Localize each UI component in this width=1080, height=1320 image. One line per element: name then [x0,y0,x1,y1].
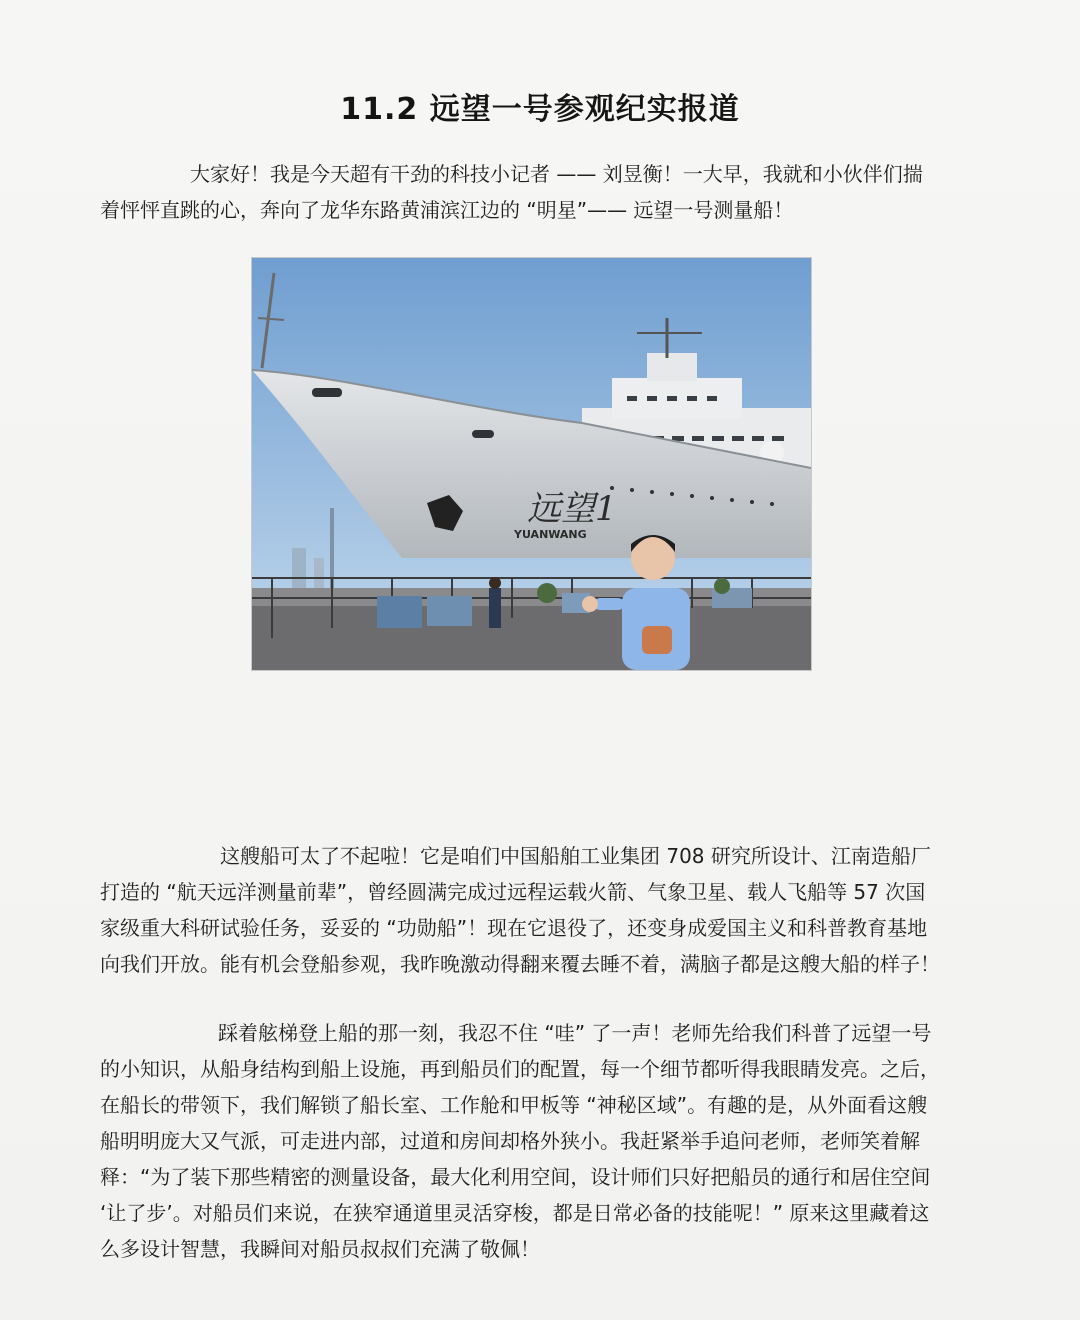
paragraph2-line-4: 向我们开放。能有机会登船参观，我昨晚激动得翻来覆去睡不着，满脑子都是这艘大船的样子！ [100,952,940,976]
ground [252,603,811,670]
hull-calligraphy: 远望1 [527,489,617,529]
distant-building [314,558,324,588]
display-board [427,596,472,626]
paragraph3-line-4: 船明明庞大又气派，可走进内部，过道和房间却格外狭小。我赶紧举手追问老师，老师笑着解 [100,1129,920,1153]
paragraph2-line-2: 打造的 “航天远洋测量前辈”，曾经圆满完成过远程运载火箭、气象卫星、载人飞船等 57 次国 [100,880,926,904]
paragraph3-line-6: ‘让了步’。对船员们来说，在狭窄通道里灵活穿梭，都是日常必备的技能呢！” 原来这里藏着这 [100,1201,930,1225]
paragraph3-line-1: 踩着舷梯登上船的那一刻，我忍不住 “哇” 了一声！老师先给我们科普了远望一号 [218,1021,932,1045]
page-title: 11.2 远望一号参观纪实报道 [340,92,740,127]
paragraph3-line-7: 么多设计智慧，我瞬间对船员叔叔们充满了敬佩！ [100,1237,540,1261]
hull-name: YUANWANG [514,528,587,541]
ship-photo [251,257,812,671]
paragraph3-line-5: 释：“为了装下那些精密的测量设备，最大化利用空间，设计师们只好把船员的通行和居住空间 [100,1165,931,1189]
background-person [489,588,501,628]
paragraph3-line-2: 的小知识，从船身结构到船上设施，再到船员们的配置，每一个细节都听得我眼睛发亮。之后， [100,1057,940,1081]
body-paragraph-3 [100,1015,990,1267]
crane-tower [330,508,334,588]
display-board [377,596,422,628]
paragraph2-line-1: 这艘船可太了不起啦！它是咱们中国船舶工业集团 708 研究所设计、江南造船厂 [220,844,931,868]
intro-line-1: 大家好！我是今天超有干劲的科技小记者 —— 刘昱衡！一大早，我就和小伙伴们揣 [190,162,923,186]
intro-line-2: 着怦怦直跳的心，奔向了龙华东路黄浦滨江边的 “明星”—— 远望一号测量船！ [100,198,794,222]
intro-paragraph [100,156,990,228]
distant-building [292,548,306,588]
paragraph2-line-3: 家级重大科研试验任务，妥妥的 “功勋船”！现在它退役了，还变身成爱国主义和科普教育基地 [100,916,928,940]
paragraph3-line-3: 在船长的带领下，我们解锁了船长室、工作舱和甲板等 “神秘区域”。有趣的是，从外面看这艘 [100,1093,928,1117]
body-paragraph-2 [100,838,990,982]
